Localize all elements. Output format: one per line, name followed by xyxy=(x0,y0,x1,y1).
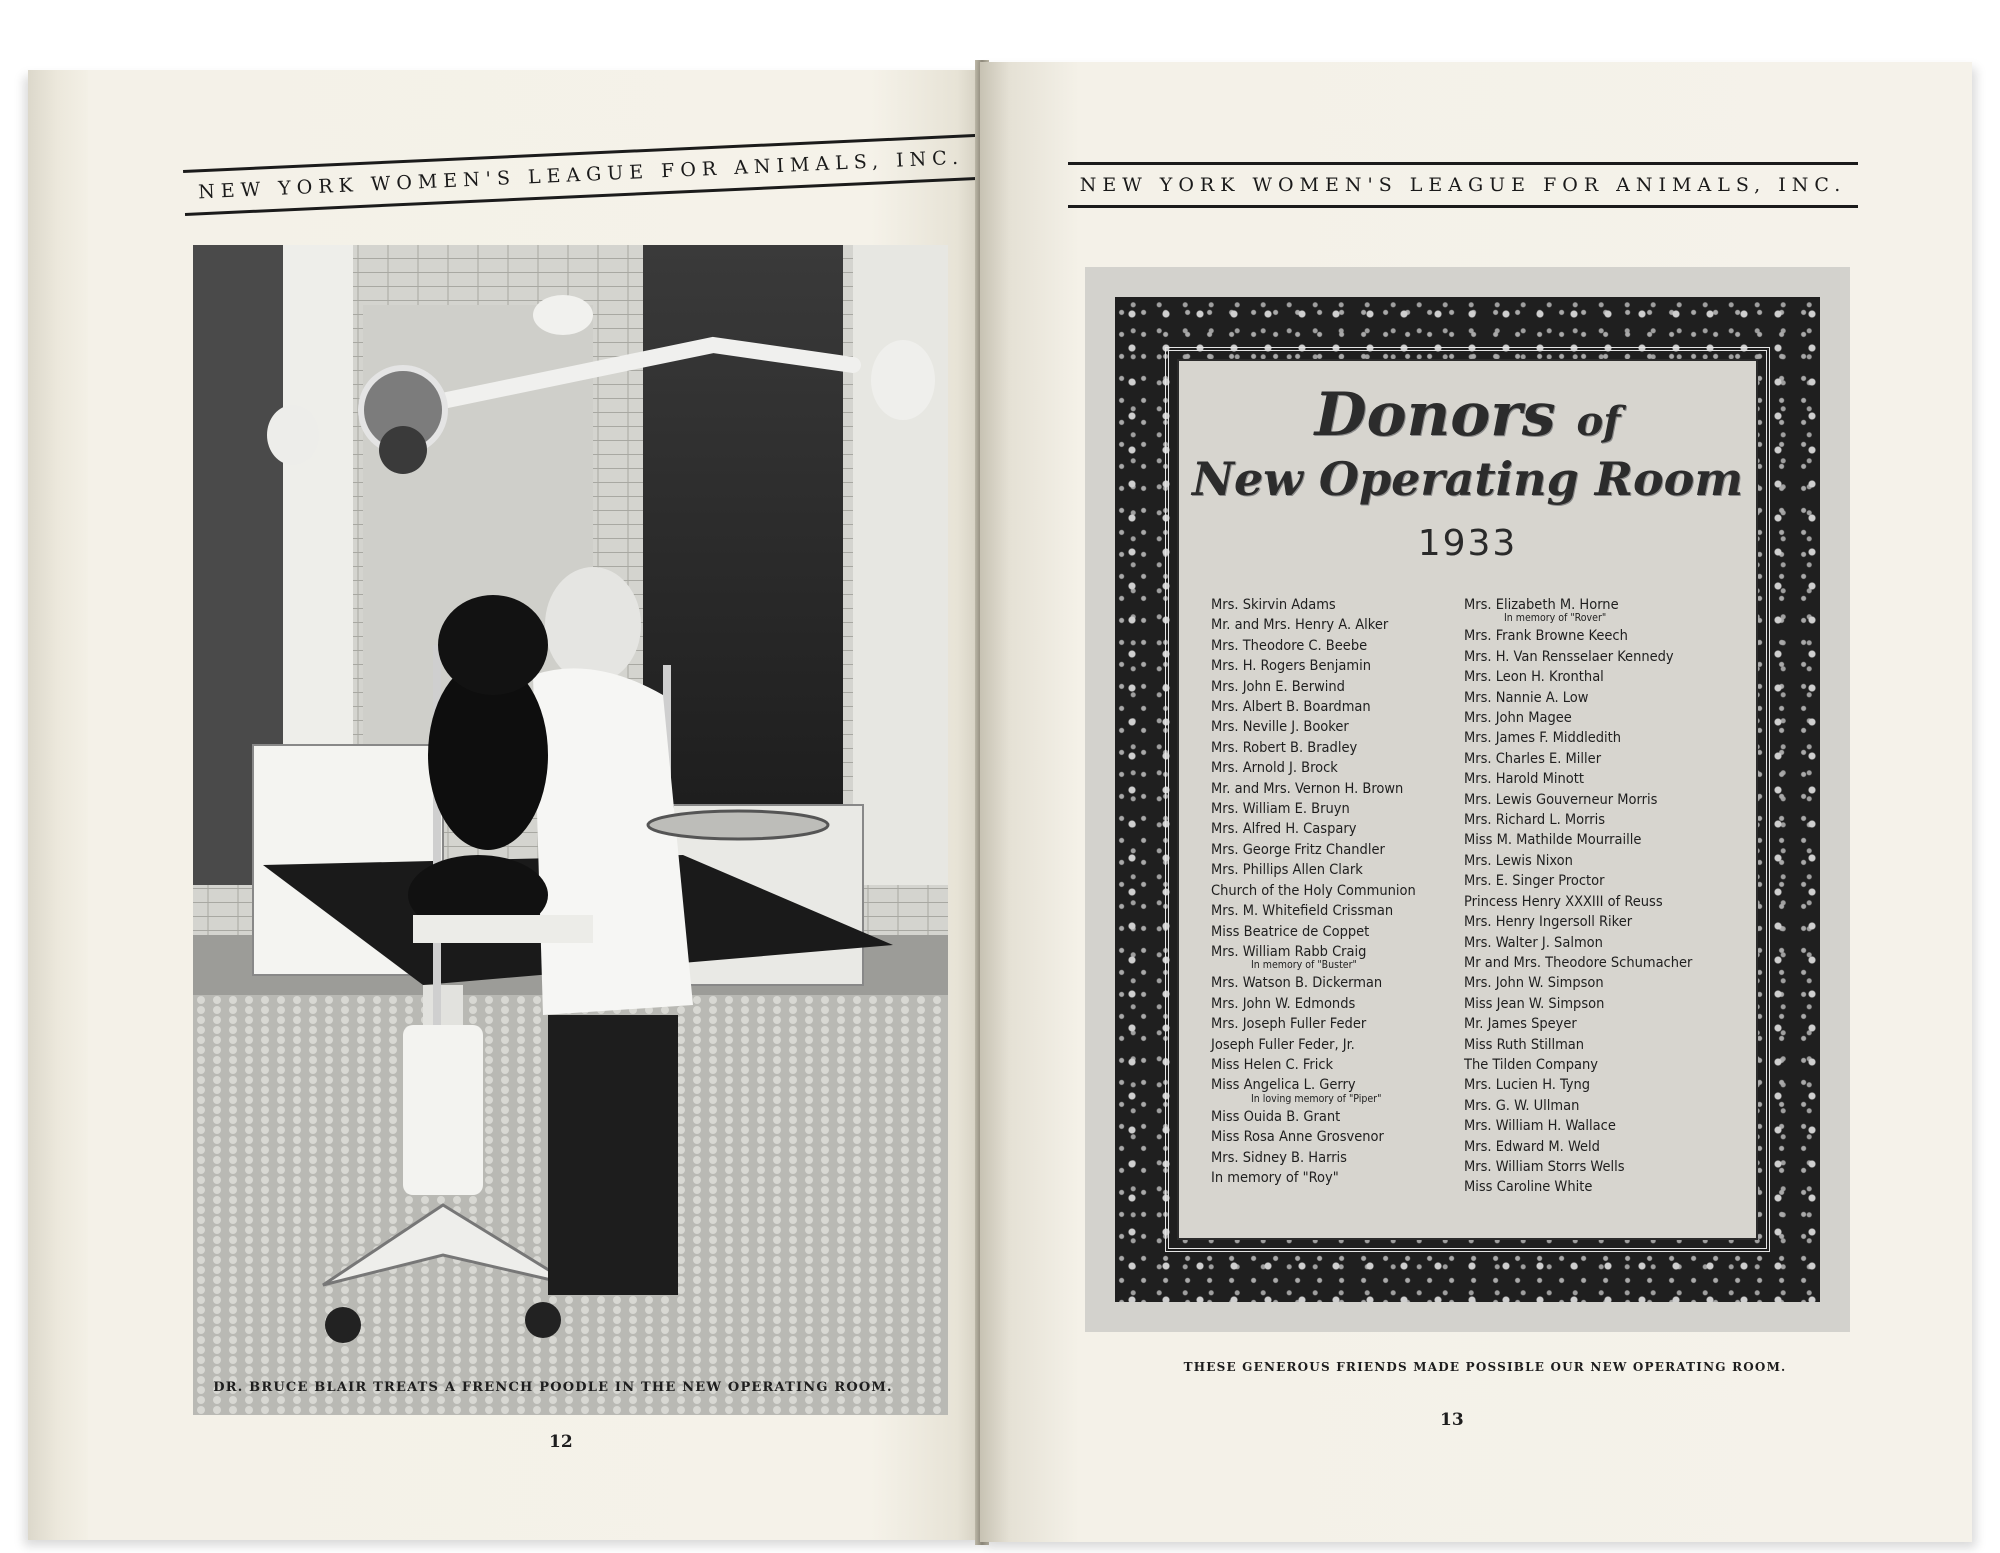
donor-entry xyxy=(1464,912,1734,932)
page-number: 12 xyxy=(549,1432,573,1452)
donor-entry xyxy=(1211,779,1461,799)
donor-entry xyxy=(1464,1137,1734,1157)
donor-name: Mrs. Nannie A. Low xyxy=(1464,689,1589,706)
donor-memorial-note: In memory of "Rover" xyxy=(1504,612,1607,625)
donor-name: Mrs. Charles E. Miller xyxy=(1464,750,1602,767)
donor-entry xyxy=(1211,942,1461,971)
donor-list-right xyxy=(1464,595,1734,1198)
donor-name: Mrs. M. Whitefield Crissman xyxy=(1211,903,1394,920)
donor-entry xyxy=(1211,1127,1461,1147)
donor-name: Mrs. Phillips Allen Clark xyxy=(1211,862,1363,879)
donor-name: Mrs. H. Rogers Benjamin xyxy=(1211,658,1372,675)
donor-entry xyxy=(1464,933,1734,953)
donor-name: Mrs. G. W. Ullman xyxy=(1464,1097,1580,1114)
donor-entry xyxy=(1464,851,1734,871)
donor-name: Miss Rosa Anne Grosvenor xyxy=(1211,1129,1384,1146)
donor-entry xyxy=(1211,738,1461,758)
donor-name: Mrs. John W. Simpson xyxy=(1464,975,1604,992)
donor-entry xyxy=(1211,758,1461,778)
donor-name: Mrs. Richard L. Morris xyxy=(1464,812,1606,829)
donor-entry xyxy=(1464,728,1734,748)
donor-entry xyxy=(1464,1096,1734,1116)
donor-entry xyxy=(1464,1116,1734,1136)
donor-entry xyxy=(1464,892,1734,912)
donor-memorial-note: In loving memory of "Piper" xyxy=(1251,1092,1382,1105)
donor-entry xyxy=(1211,615,1461,635)
donor-name: Miss Angelica L. Gerry xyxy=(1211,1077,1356,1094)
donor-name: Mrs. Edward M. Weld xyxy=(1464,1138,1600,1155)
donor-entry xyxy=(1464,595,1734,624)
donor-entry xyxy=(1211,860,1461,880)
donor-name: Miss Ruth Stillman xyxy=(1464,1036,1585,1053)
donor-name: Mrs. Theodore C. Beebe xyxy=(1211,637,1368,654)
donor-entry xyxy=(1464,667,1734,687)
donor-name: Mrs. Alfred H. Caspary xyxy=(1211,821,1357,838)
donor-entry xyxy=(1464,1035,1734,1055)
donor-name: Joseph Fuller Feder, Jr. xyxy=(1211,1036,1355,1053)
donor-name: The Tilden Company xyxy=(1464,1056,1598,1073)
donor-name: Mrs. Joseph Fuller Feder xyxy=(1211,1016,1367,1033)
plate-year: 1933 xyxy=(1417,523,1518,564)
donor-name: Mr and Mrs. Theodore Schumacher xyxy=(1464,954,1693,971)
donor-entry xyxy=(1211,636,1461,656)
donor-entry xyxy=(1211,656,1461,676)
photo-illustration xyxy=(193,245,948,1415)
donor-entry xyxy=(1464,871,1734,891)
donor-entry xyxy=(1211,1014,1461,1034)
donor-name: Mrs. Frank Browne Keech xyxy=(1464,628,1628,645)
donor-entry xyxy=(1211,819,1461,839)
plate-title xyxy=(1179,380,1756,454)
donor-name: Mr. James Speyer xyxy=(1464,1016,1577,1033)
plate-title-of: of xyxy=(1576,398,1621,445)
donor-name: Mrs. Walter J. Salmon xyxy=(1464,934,1603,951)
donor-name: Miss Caroline White xyxy=(1464,1179,1593,1196)
donor-name: Mrs. Watson B. Dickerman xyxy=(1211,975,1383,992)
donor-name: Mr. and Mrs. Henry A. Alker xyxy=(1211,617,1389,634)
donor-entry xyxy=(1211,799,1461,819)
donor-name: Mrs. William Storrs Wells xyxy=(1464,1158,1625,1175)
right-page xyxy=(980,62,1972,1542)
donor-entry xyxy=(1464,790,1734,810)
donors-plate xyxy=(1085,267,1850,1332)
donor-memorial-note: In memory of "Buster" xyxy=(1251,959,1357,972)
donor-name: Mrs. Robert B. Bradley xyxy=(1211,739,1358,756)
donor-entry xyxy=(1211,677,1461,697)
donor-name: Mr. and Mrs. Vernon H. Brown xyxy=(1211,780,1404,797)
donor-entry xyxy=(1464,1075,1734,1095)
donor-name: Miss Jean W. Simpson xyxy=(1464,995,1605,1012)
donor-entry xyxy=(1464,1177,1734,1197)
plate-subtitle: New Operating Room xyxy=(1191,452,1744,506)
donor-name: Mrs. Harold Minott xyxy=(1464,771,1584,788)
donor-entry xyxy=(1211,595,1461,615)
donor-entry xyxy=(1211,973,1461,993)
donor-name: In memory of "Roy" xyxy=(1211,1169,1339,1186)
donor-name: Mrs. Lucien H. Tyng xyxy=(1464,1077,1591,1094)
plate-title-word: Donors xyxy=(1314,380,1556,450)
donor-name: Mrs. Sidney B. Harris xyxy=(1211,1149,1347,1166)
donor-entry xyxy=(1464,973,1734,993)
page-number: 13 xyxy=(1440,1410,1464,1430)
donor-name: Princess Henry XXXIII of Reuss xyxy=(1464,893,1663,910)
donor-name: Mrs. Henry Ingersoll Riker xyxy=(1464,914,1633,931)
donor-name: Mrs. H. Van Rensselaer Kennedy xyxy=(1464,648,1674,665)
donor-name: Mrs. Elizabeth M. Horne xyxy=(1464,597,1619,613)
page-edge xyxy=(28,70,88,1540)
donor-entry xyxy=(1211,901,1461,921)
photo-caption: DR. BRUCE BLAIR TREATS A FRENCH POODLE IN THE NEW OPERATING ROOM. xyxy=(213,1380,893,1395)
donor-entry xyxy=(1211,1055,1461,1075)
donor-name: Mrs. Lewis Nixon xyxy=(1464,852,1573,869)
donor-name: Mrs. John W. Edmonds xyxy=(1211,995,1356,1012)
donor-entry xyxy=(1464,994,1734,1014)
left-page xyxy=(28,70,986,1540)
donor-entry xyxy=(1211,1075,1461,1104)
donor-entry xyxy=(1464,953,1734,973)
donor-entry xyxy=(1464,1157,1734,1177)
donor-name: Mrs. Neville J. Booker xyxy=(1211,719,1349,736)
donor-name: Mrs. E. Singer Proctor xyxy=(1464,873,1605,890)
donor-entry xyxy=(1211,697,1461,717)
donor-entry xyxy=(1464,749,1734,769)
plate-caption: THESE GENEROUS FRIENDS MADE POSSIBLE OUR NEW OPERATING ROOM. xyxy=(1183,1360,1787,1374)
donor-list-left xyxy=(1211,595,1461,1188)
donor-entry xyxy=(1464,1014,1734,1034)
ornamental-border xyxy=(1115,297,1820,1302)
donor-entry xyxy=(1211,840,1461,860)
donor-entry xyxy=(1211,922,1461,942)
donor-name: Mrs. William Rabb Craig xyxy=(1211,943,1367,960)
donor-name: Mrs. Lewis Gouverneur Morris xyxy=(1464,791,1658,808)
donor-name: Church of the Holy Communion xyxy=(1211,882,1416,899)
donor-entry xyxy=(1464,1055,1734,1075)
donor-entry xyxy=(1211,1035,1461,1055)
donor-name: Mrs. John E. Berwind xyxy=(1211,678,1345,695)
donor-name: Mrs. Arnold J. Brock xyxy=(1211,760,1338,777)
donor-name: Miss Beatrice de Coppet xyxy=(1211,923,1370,940)
donor-name: Mrs. George Fritz Chandler xyxy=(1211,841,1385,858)
donor-name: Miss M. Mathilde Mourraille xyxy=(1464,832,1642,849)
running-header: NEW YORK WOMEN'S LEAGUE FOR ANIMALS, INC. xyxy=(1068,162,1858,208)
donor-entry xyxy=(1464,810,1734,830)
donor-entry xyxy=(1211,717,1461,737)
operating-room-photo xyxy=(193,245,948,1415)
donor-name: Mrs. James F. Middledith xyxy=(1464,730,1622,747)
donor-name: Miss Ouida B. Grant xyxy=(1211,1108,1341,1125)
donor-name: Mrs. John Magee xyxy=(1464,710,1572,727)
donor-entry xyxy=(1464,626,1734,646)
donor-entry xyxy=(1211,1107,1461,1127)
donor-name: Mrs. William E. Bruyn xyxy=(1211,801,1350,818)
donor-name: Miss Helen C. Frick xyxy=(1211,1056,1334,1073)
donor-entry xyxy=(1211,994,1461,1014)
donor-entry xyxy=(1464,769,1734,789)
donor-entry xyxy=(1211,881,1461,901)
donor-name: Mrs. Albert B. Boardman xyxy=(1211,699,1371,716)
donor-entry xyxy=(1464,830,1734,850)
running-header: NEW YORK WOMEN'S LEAGUE FOR ANIMALS, INC. xyxy=(183,134,979,216)
donors-panel xyxy=(1177,359,1758,1240)
donor-entry xyxy=(1464,647,1734,667)
donor-entry xyxy=(1211,1148,1461,1168)
donor-name: Mrs. Skirvin Adams xyxy=(1211,597,1336,613)
donor-entry xyxy=(1211,1168,1461,1188)
donor-name: Mrs. Leon H. Kronthal xyxy=(1464,669,1604,686)
donor-name: Mrs. William H. Wallace xyxy=(1464,1118,1616,1135)
donor-entry xyxy=(1464,688,1734,708)
donor-entry xyxy=(1464,708,1734,728)
